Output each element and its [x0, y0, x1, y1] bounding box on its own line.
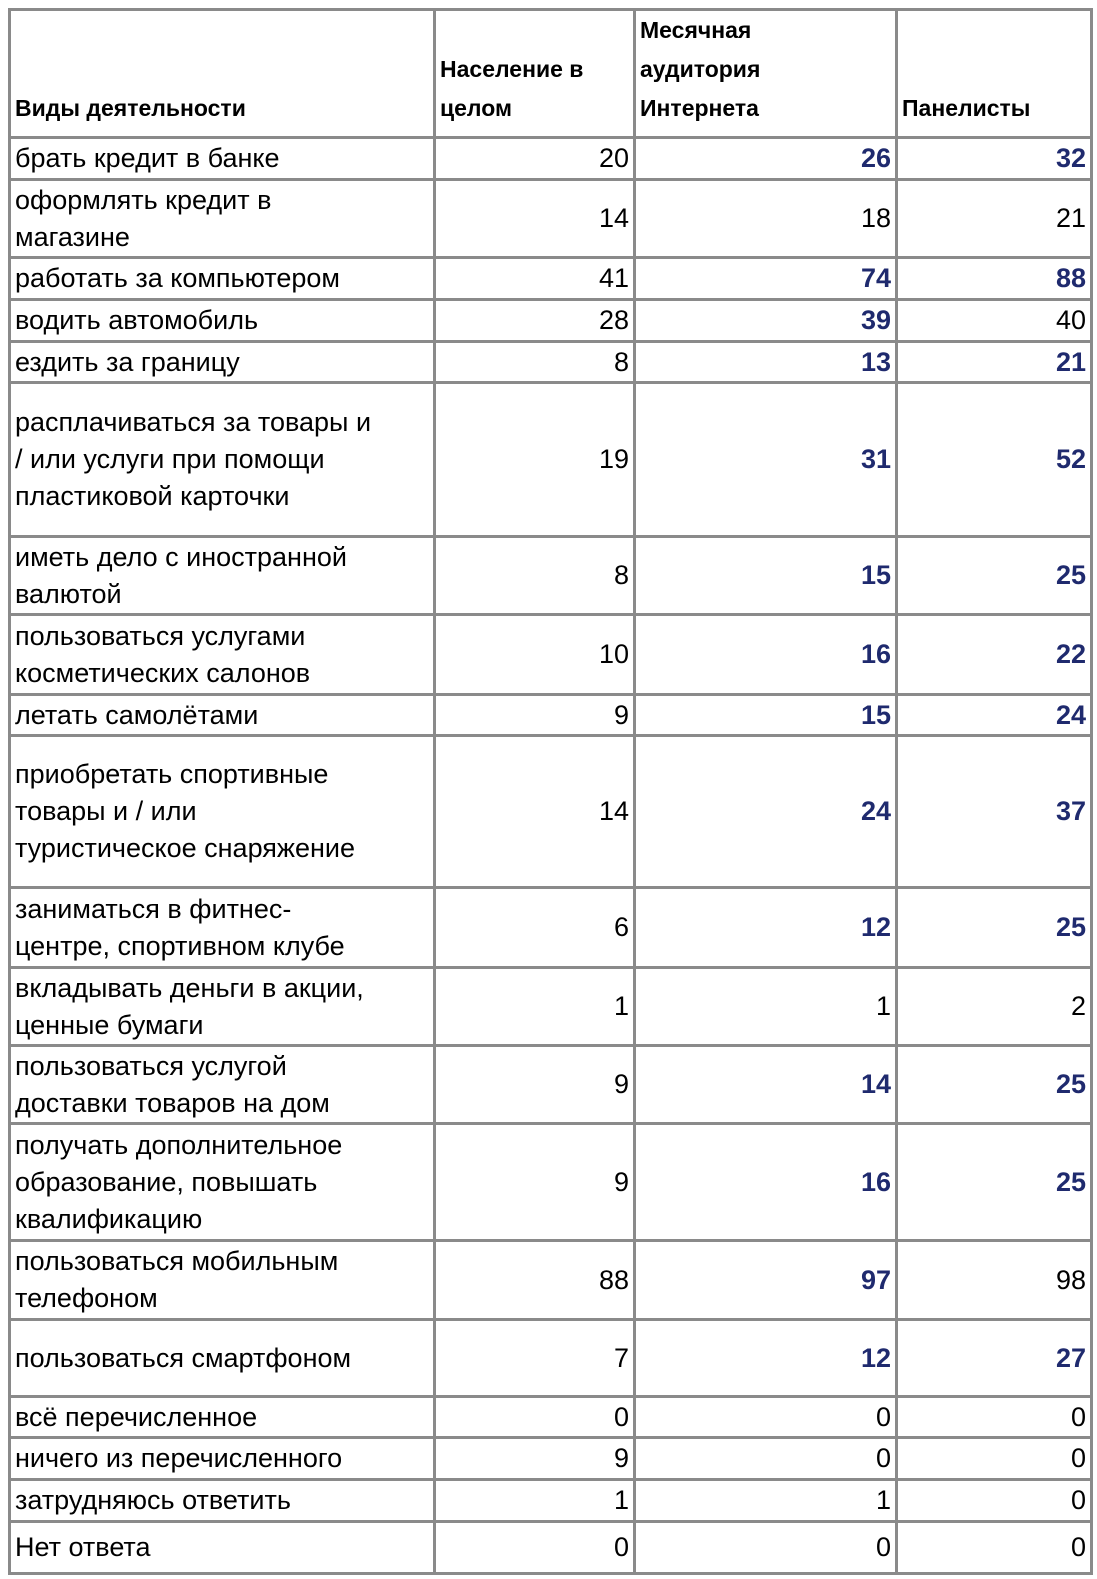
internet-audience-value: 12	[635, 1320, 897, 1397]
internet-audience-value: 0	[635, 1438, 897, 1480]
activity-label: Нет ответа	[10, 1522, 435, 1574]
table-row	[10, 968, 1092, 1046]
activity-label: водить автомобиль	[10, 300, 435, 342]
activity-label: расплачиваться за товары и / или услуги при помощи пластиковой карточки	[10, 383, 435, 537]
table-row	[10, 736, 1092, 888]
population-value: 8	[435, 342, 635, 383]
internet-audience-value: 16	[635, 1124, 897, 1241]
panelists-value: 0	[897, 1480, 1092, 1522]
table-header	[10, 10, 1092, 138]
internet-audience-value: 16	[635, 615, 897, 695]
population-value: 1	[435, 968, 635, 1046]
panelists-value: 0	[897, 1397, 1092, 1438]
internet-audience-value: 12	[635, 888, 897, 968]
internet-audience-value: 1	[635, 1480, 897, 1522]
internet-audience-value: 1	[635, 968, 897, 1046]
table-row	[10, 537, 1092, 615]
internet-audience-value: 14	[635, 1046, 897, 1124]
table-row	[10, 615, 1092, 695]
panelists-value: 2	[897, 968, 1092, 1046]
table-row	[10, 888, 1092, 968]
population-value: 9	[435, 695, 635, 736]
panelists-value: 25	[897, 1124, 1092, 1241]
table-row	[10, 1320, 1092, 1397]
table-row	[10, 383, 1092, 537]
population-value: 28	[435, 300, 635, 342]
activity-label: ничего из перечисленного	[10, 1438, 435, 1480]
panelists-value: 25	[897, 537, 1092, 615]
panelists-value: 25	[897, 1046, 1092, 1124]
internet-audience-value: 26	[635, 138, 897, 180]
internet-audience-value: 39	[635, 300, 897, 342]
activity-label: заниматься в фитнес- центре, спортивном клубе	[10, 888, 435, 968]
table-row	[10, 1124, 1092, 1241]
internet-audience-value: 74	[635, 258, 897, 300]
panelists-value: 21	[897, 180, 1092, 258]
panelists-value: 22	[897, 615, 1092, 695]
activity-label: получать дополнительное образование, повышать квалификацию	[10, 1124, 435, 1241]
internet-audience-value: 13	[635, 342, 897, 383]
activity-label: пользоваться услугой доставки товаров на дом	[10, 1046, 435, 1124]
population-value: 20	[435, 138, 635, 180]
activity-label: пользоваться смартфоном	[10, 1320, 435, 1397]
activity-label: ездить за границу	[10, 342, 435, 383]
panelists-value: 37	[897, 736, 1092, 888]
panelists-value: 24	[897, 695, 1092, 736]
table-row	[10, 1522, 1092, 1574]
activity-label: работать за компьютером	[10, 258, 435, 300]
activity-label: пользоваться услугами косметических салонов	[10, 615, 435, 695]
panelists-value: 98	[897, 1241, 1092, 1320]
population-value: 1	[435, 1480, 635, 1522]
panelists-value: 40	[897, 300, 1092, 342]
population-value: 9	[435, 1438, 635, 1480]
internet-audience-value: 0	[635, 1397, 897, 1438]
table-row	[10, 1046, 1092, 1124]
activity-label: приобретать спортивные товары и / или туристическое снаряжение	[10, 736, 435, 888]
internet-audience-value: 15	[635, 537, 897, 615]
table-row	[10, 1241, 1092, 1320]
population-value: 14	[435, 180, 635, 258]
table-row	[10, 1480, 1092, 1522]
header-population: Население в целом	[435, 10, 635, 138]
table-row	[10, 258, 1092, 300]
header-activity: Виды деятельности	[10, 10, 435, 138]
population-value: 19	[435, 383, 635, 537]
table-row	[10, 342, 1092, 383]
table-row	[10, 300, 1092, 342]
panelists-value: 0	[897, 1522, 1092, 1574]
panelists-value: 88	[897, 258, 1092, 300]
population-value: 41	[435, 258, 635, 300]
population-value: 0	[435, 1397, 635, 1438]
population-value: 8	[435, 537, 635, 615]
population-value: 7	[435, 1320, 635, 1397]
panelists-value: 0	[897, 1438, 1092, 1480]
internet-audience-value: 15	[635, 695, 897, 736]
header-internet-audience: Месячная аудитория Интернета	[635, 10, 897, 138]
table-row	[10, 138, 1092, 180]
population-value: 9	[435, 1046, 635, 1124]
internet-audience-value: 31	[635, 383, 897, 537]
activity-label: вкладывать деньги в акции, ценные бумаги	[10, 968, 435, 1046]
panelists-value: 21	[897, 342, 1092, 383]
panelists-value: 52	[897, 383, 1092, 537]
population-value: 0	[435, 1522, 635, 1574]
activity-label: летать самолётами	[10, 695, 435, 736]
table-row	[10, 180, 1092, 258]
activity-label: пользоваться мобильным телефоном	[10, 1241, 435, 1320]
panelists-value: 25	[897, 888, 1092, 968]
activity-table	[8, 8, 1093, 1575]
activity-label: затрудняюсь ответить	[10, 1480, 435, 1522]
table-body	[10, 138, 1092, 1574]
population-value: 10	[435, 615, 635, 695]
activity-label: иметь дело с иностранной валютой	[10, 537, 435, 615]
internet-audience-value: 0	[635, 1522, 897, 1574]
population-value: 6	[435, 888, 635, 968]
table-row	[10, 695, 1092, 736]
internet-audience-value: 18	[635, 180, 897, 258]
population-value: 9	[435, 1124, 635, 1241]
population-value: 14	[435, 736, 635, 888]
table-row	[10, 1438, 1092, 1480]
panelists-value: 27	[897, 1320, 1092, 1397]
panelists-value: 32	[897, 138, 1092, 180]
header-row	[10, 10, 1092, 138]
activity-label: всё перечисленное	[10, 1397, 435, 1438]
population-value: 88	[435, 1241, 635, 1320]
internet-audience-value: 24	[635, 736, 897, 888]
activity-label: оформлять кредит в магазине	[10, 180, 435, 258]
activity-label: брать кредит в банке	[10, 138, 435, 180]
internet-audience-value: 97	[635, 1241, 897, 1320]
table-row	[10, 1397, 1092, 1438]
header-panelists: Панелисты	[897, 10, 1092, 138]
